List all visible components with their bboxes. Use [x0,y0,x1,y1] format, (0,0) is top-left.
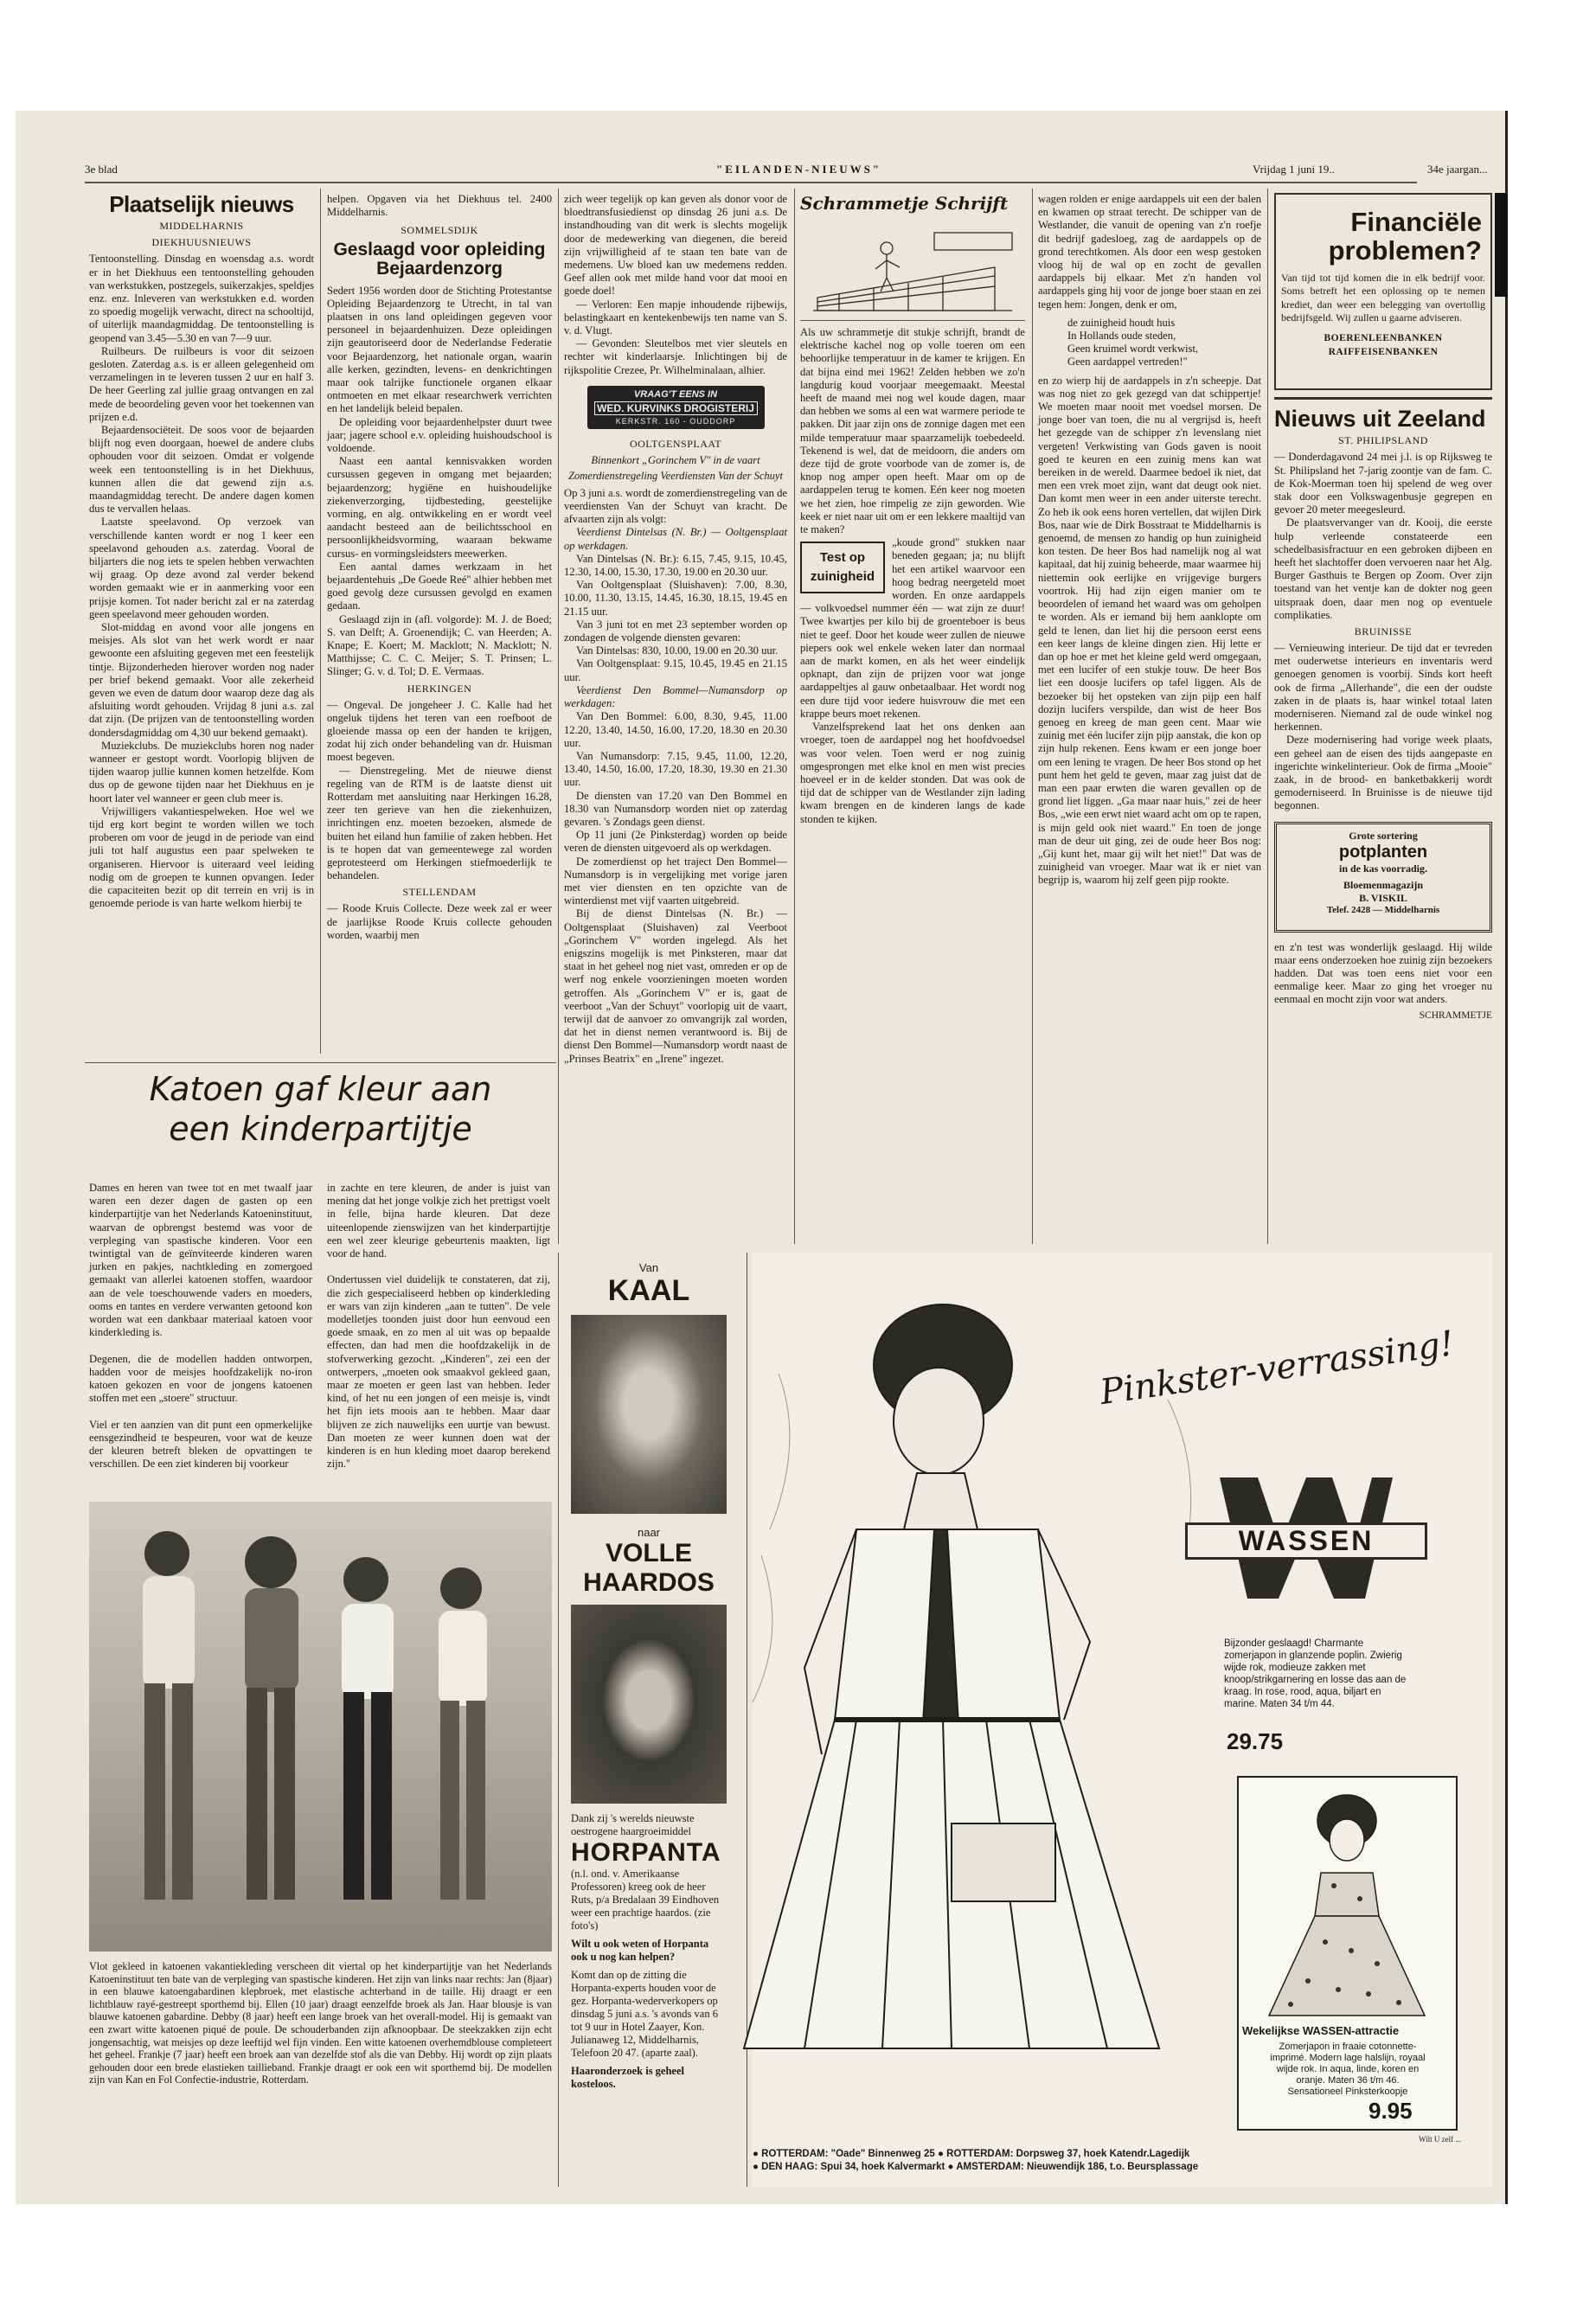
ad-line: Grote sortering [1349,829,1418,842]
article-katoen [89,1069,552,2086]
ad-horpanta [571,1253,727,2187]
ad-bank-name: RAIFFEISENBANKEN [1328,346,1439,357]
paragraph: Vanzelfsprekend laat het ons denken aan vroeger, toen de aardappel nog het hoofdvoedsel was voor velen. Toen werd er nog zuinig omgesprongen met elke knol en men wist precies hoeveel er in de kelder stonden. Dat was ook de tijd dat de schipper van de Westlander zijn lading kwam brengen en de kinderen langs de kade stonden te kijken. [800,721,1025,825]
paragraph: — Donderdagavond 24 mei j.l. is op Rijksweg te St. Philipsland het 7-jarig zoontje van de fam. C. de Kok-Moerman toen hij spelend de weg over stak door een Volkswagenbusje gegrepen en gevoer 20 meter meegesleurd. [1274,451,1492,516]
box-test-op-zuinigheid: Test op zuinigheid [800,542,885,593]
ad-text: naar [637,1526,661,1539]
subhead-gorinchem: Binnenkort „Gorinchem V" in de vaart [591,453,760,466]
fragment-black-block [1495,193,1508,297]
column-rule [1032,189,1033,1244]
headline-nieuws-uit-zeeland: Nieuws uit Zeeland [1274,406,1486,432]
rule [85,1062,556,1063]
masthead-rule [85,182,1417,183]
column-rule [558,189,559,1244]
ad-desc-1: Bijzonder geslaagd! Charmante zomerjapon in glanzende poplin. Zwierig wijde rok, modieuze zakken met knoop/strikgarnering en losse das aan de kraag. In rose, rood, aqua, biljart en marine. Maten 34 t/m 44. [1224,1638,1407,1709]
ad-product-box [1237,1776,1458,2131]
headline-katoen: Katoen gaf kleur aan een kinderpartijtje [149,1070,492,1148]
ad-line: Bloemenmagazijn [1343,878,1423,891]
paragraph: Van Ooltgensplaat: 9.15, 10.45, 19.45 en 21.15 uur. [564,657,787,683]
ad-kurvink-drogisterij [587,386,765,429]
column-rule [1267,189,1268,1244]
paragraph: en zo wierp hij de aardappels in z'n scheepje. Dat was nog niet zo gek gezegd van dat schippertje! We moeten maar nooit met voedsel morsen. De jonge boer van toen, die nu al vergrijsd is, heeft het gezegde van de schipper z'n levenslang niet vergeten! Verkwisting van Gods gaven is nooit goed te keuren en een zuinig mens kan wat bereiken in de wereld. Daarmee bedoel ik niet, dat men een vrek moet zijn, want dat deugt ook niet. Dan komt men weer in een ander uiterste terecht. Zo heb ik ook eens horen vertellen, dat wijlen Dirk Bos, naar wie de Dirk Bosstraat te Middelharnis is genoemd, de mensen zo handig op hun zuinigheid kon testen. De heer Bos had namelijk nog al wat kapitaal, dat hij zuinig beheerde, maar waarmee hij niettemin ook eerlijke en vrijgevige burgers voortrok. Hij had zijn eigen manier om te beoordelen of iemand het waard was om geholpen te worden. Als er iemand bij hem aanklopte om geld te lenen, dan liet hij die persoon eerst eens een keer langs de kleine dingen zien. Hij lette er dan op hoe er met het kleine geld werd omgegaan, met een lucifer of een stukje touw. De heer Bos liet een doosje lucifers op tafel liggen. Als de bezoeker bij het opsteken van zijn pijp een half dozijn lucifers verspilde, dan wist de heer Bos genoeg en kreeg de man geen cent. Maar wie zuinig met één lucifer zijn pijp aanstak, die kon op zijn hulp rekenen. Eens kwam er een jonge boer om een lening te vragen. De heer Bos stond op het punt hem het geld te geven, maar zag juist dat de man een paar erwten die waren gevallen op de grond liet liggen. „Ga maar naar huis," zei de heer Bos, „wie een erwt niet waard acht om op te rapen, is mijn geld ook niet waard." En toen de jonge man de deur uit ging, zei de oude heer Bos nog: „Gij kunt het, maar gij wilt het niet!" Dat was de zuinigheid van vroeger. Maar wat ik er niet van begrijp is, waarom hij zelf geen pijp rookte. [1038,374,1261,887]
paragraph: Sedert 1956 worden door de Stichting Protestantse Opleiding Bejaardenzorg te Utrecht, in tal van plaatsen in ons land opleidingen gegeven voor personeel in bejaardenhuizen. Deze opleidingen zijn geautoriseerd door de Nederlandse Federatie voor Bejaardenzorg, het nationale organ, waarin alle kerken, gezindten, levens- en denkrichtingen maar ook talrijke functionele organen elkaar ontmoeten en met elkaar researchwerk verrichten en het landelijk beleid bepalen. [327,284,552,415]
sub-sommelsdijk: SOMMELSDIJK [401,224,478,237]
issue-date: Vrijdag 1 juni 19.. [1253,163,1335,176]
cartoon-schrammetje [800,193,1025,321]
paragraph: Slot-middag en avond voor alle jongens en meisjes. Als slot van het werk wordt er naar gewoonte een afsluiting gegeven met een feestelijk tintje. Bijzonderheden hierover worden nog nader per brief bekend gemaakt. Voor alle zekerheid geven we even de datum door waarop deze dag als afsluiting wordt gehouden. Vrijdag 8 juni a.s. zal dat zijn. (De prijzen van de tentoonstelling worden dondersdagmiddag om 4,30 uur bekend gemaakt). [89,620,314,739]
article-herkingen [327,699,552,883]
paragraph: Vrijwilligers vakantiespelweken. Hoe wel we tijd erg kort begint te worden willen we toch proberen om voor de jeugd in de periode van eind juli tot half augustus een paar spelweken te organiseren. Hiervoor is uiteraard veel leiding nodig om de groepen te kunnen opvangen. Ieder die capaciteiten bezit op dit terrein en vrij is in genoemde periode is van harte welkom hierbij te [89,804,314,910]
column-schrammetje [800,193,1025,1240]
paragraph: Op 3 juni a.s. wordt de zomerdienstregeling van de veerdiensten Van der Schuyt van kracht. De afvaarten zijn als volgt: [564,486,787,526]
ad-viskil [1274,822,1492,933]
article-diekhuus [89,253,314,910]
katoen-col-b: in zachte en tere kleuren, de ander is juist van mening dat het jonge volkje zich het prettigst voelt in felle, bijna harde kleuren. Dat deze uiteenlopende zienswijzen van het kinderpartijtje een wel zeer kleurige gebeurtenis maakten, ligt voor de hand. Ondertussen viel duidelijk te constateren, dat zij, die zich gespecialiseerd hebben op kinderkleding er wars van zijn kinderen „aan te tutten". De vele modelletjes toonden juist door hun eenvoud een goede smaak, en zo men al uit was op bepaalde effecten, dan had men die hoofdzakelijk in de stofverwerking gezocht. „Kinderen", zei een der ontwerpers, „moeten ook smaakvol gekleed gaan, maar ze moeten er geen last van hebben. Ieder kind, of het nu een jongen of een meisje is, vindt het fijn iets moois aan te hebben. Maar daar blijven ze zich nauwelijks een uurtje van bewust. Dan moeten ze weer kunnen doen wat der kinderen is en hun kleding moet daarop berekend zijn." [327,1182,550,1471]
headline-bejaardenzorg: Geslaagd voor opleiding Bejaardenzorg [333,240,546,279]
article-schrammetje [800,326,1025,536]
ad-weekly-title: Wekelijkse WASSEN-attractie [1242,2024,1400,2037]
ad-price-1: 29.75 [1227,1728,1284,1754]
ad-text: Komt dan op de zitting die Horpanta-experts houden voor de gez. Horpanta-wederverkopers op dinsdag 5 juni a.s. 's avonds van 6 tot 9 uur in Hotel Zaayer, Kon. Julianaweg 12, Middelharnis, Telefoon 20 47. (aparte zaal). [571,1969,718,2059]
paragraph: — Roode Kruis Collecte. Deze week zal er weer de jaarlijkse Roode Kruis collecte gehouden worden, waarbij men [327,902,552,941]
ad-brand-horpanta: HORPANTA [571,1838,721,1867]
cartoon-title: Schrammetje Schrijft [800,193,1009,214]
paragraph: Ruilbeurs. De ruilbeurs is voor dit seizoen gesloten. Zaterdag a.s. is er alleen gelegenheid om verzamelingen in te leveren tussen 2 uur en half 3. De heer Geerling zal jullie graag ontvangen en zal mede de beoordeling geven voor het toekennen van prijzen e.d. [89,344,314,423]
ad-addresses [753,2148,1410,2174]
paragraph: Op 11 juni (2e Pinksterdag) worden op beide veren de diensten uitgevoerd als op werkdagen. [564,829,787,855]
paragraph: Als uw schrammetje dit stukje schrijft, brandt de elektrische kachel nog op volle toeren om een behoorlijke temperatuur in de kamer te krijgen. En dat bijna eind mei 1962! Zelden hebben we zo'n langdurig koud voorjaar meegemaakt. Meestal heeft de maand mei nog wel koude dagen, maar dan hebben we soms al een wat warmere periode te pakken. Dit jaar zijn ons de zonnige dagen met een milde temperatuur maar spaarzamelijk toebedeeld. Tekenend is wel, dat de meidoorn, die anders om deze tijd de grote voorbode van de zomer is, de knop nog amper open heeft. Maar om op de aardappelen terug te komen. Eén keer nog moeten we het zien, hoe rimpelig ze zijn geworden. Wie keek er niet naar uit om er een lekkere maaltijd van te maken? [800,326,1025,536]
ad-line: WED. KURVINKS DROGISTERIJ [594,401,758,415]
paragraph: Laatste speelavond. Op verzoek van verschillende kanten wordt er nog 1 keer een speelavond gehouden a.s. zaterdag. Vooral de biljarters die nog iets te spelen hebben verwachten wij graag. Op deze avond zal verder bekend worden gemaakt wie er in aanmerking voor een prijsje komen. Tot nader bericht zal er na zaterdag geen speelavond meer gehouden worden. [89,516,314,620]
ad-text: Haaronderzoek is geheel kosteloos. [571,2065,684,2090]
photo-caption: Vlot gekleed in katoenen vakantiekleding verscheen dit viertal op het kinderpartijtje van het Nederlands Katoeninstituut ten bate van de verpleging van spastische kinderen. Het zijn van links naar rechts: Jan (8jaar) in een blauwe katoengabardinen klepbroek, met elastische achterband in de taille. Hij draagt er een lichtblauw rayé-gestreept sporthemd bij. Ellen (10 jaar) draagt eenzelfde broek als Jan. Haar blousje is van blauwe katoenen gabardine. Debby (8 jaar) heeft een lange broek van het overall-model. Hij is gemaakt van een zwart witte katoenen piqué de poule. De schouderbanden zijn afknoopbaar. De steekzakken zijn echt jongensachtig, wat meisjes op deze leeftijd wel fijn vinden. Een witte katoenen overhemdblouse completeert het geheel. Frankje (7 jaar) heeft een broek aan van dezelfde stof als die van Debby. Hij wordt op zijn plaats gehouden door een brede elastieken taillieband. Frankje draagt er ook een wit sporthemd bij. De modellen zijn van Kan en Fol Confectie-industrie, Rotterdam. [89,1960,552,2086]
ad-line: Telef. 2428 — Middelharnis [1326,904,1440,915]
paragraph: en z'n test was wonderlijk geslaagd. Hij wilde maar eens onderzoeken hoe zuinig zijn bezoekers hadden. Dat was toen eens niet voor een eenmalige keer. Maar zo ging het vroeger nu eenmaal en mocht zijn voor wat anders. [1274,940,1492,1006]
sub-st-philipsland: ST. PHILIPSLAND [1338,434,1428,447]
paragraph: zich weer tegelijk op kan geven als donor voor de bloedtransfusiedienst op dinsdag 26 juni a.s. De instandhouding van dit werk is slechts mogelijk door de medewerking van diegenen, die bereid zijn vrijwilligheid af te staan ten bate van de medemens. Uw bloed kan uw medemens redden. Geef allen ook met milde hand voor dat mooi en goede doel! [564,193,787,298]
paragraph: „koude grond" stukken naar beneden gegaan; ja; nu blijft het een artikel waarvoor een hoog bedrag neergeteld moet worden. En onze aardappels — volkvoedsel nummer één — wat zijn ze duur! Twee kwartjes per kilo bij de groenteboer is beus niet te geef. Door het koude weer zullen de nieuwe piepers ook wel enkele weken later dan normaal aan de markt komen, en als het weer eindelijk opknapt, dan zijn de prijzen voor wat jonge aardappeltjes al gauw onbetaalbaar. Het wordt nog een dure tijd voor iedere huisvrouw die met een krappe beurs moet rekenen. [800,536,1025,720]
paragraph: Bij de dienst Dintelsas (N. Br.) — Ooltgensplaat (Sluishaven) zal Veerboot „Gorinchem V" worden ingelegd. Als het enigszins mogelijk is met Pinksteren, maar dat staat in het geheel nog niet vast, omreden er op de werf nog enkele voorzieningen moeten worden getroffen. Als „Gorinchem V" er is, gaat de veerboot „Van der Schuyt" voorlopig uit de vaart, terwijl dat de aanvoer zo omvangrijk zal worden, dat het in dienst nemen verantwoord is. Bij de dienst Den Bommel—Numansdorp wordt naast de „Prinses Beatrix" en „Irene" ingezet. [564,907,787,1065]
paragraph: Geslaagd zijn in (afl. volgorde): M. J. de Boed; S. van Delft; A. Groenendijk; C. van Heerden; A. Knape; E. Koert; M. Macklott; N. Macklott; N. Matthijsse; C. C. C. Meijer; S. T. Prinsen; L. Slinger; G. v. d. Tol; D. E. Vermaas. [327,612,552,678]
paragraph: Naast een aantal kennisvakken worden cursussen gegeven in omgang met bejaarden; bejaardenzorg; hygiëne en huishoudelijke ziekenverzorging, tijdbesteding, geestelijke vorming, en alg. ontwikkeling en er wordt veel aandacht besteed aan de beilichtsschool en persoonlijkheidsvorming, waaraan bekwame cursus- en vormingsleidsters meewerken. [327,455,552,560]
article-schrammetje-d [1038,375,1261,888]
ad-wassen [753,1253,1492,2187]
paragraph: Een aantal dames werkzaam in het bejaardentehuis „De Goede Reé" alhier hebben met goed gevolg deze cursussen gevolgd en examen gedaan. [327,560,552,612]
paragraph: Muziekclubs. De muziekclubs horen nog nader wanneer er gestopt wordt. Voorlopig blijven de tijden waarop jullie kunnen komen hetzelfde. Kom dus op de gewone tijden naar het Diekhuus en je hoort later vel wanneer er geen club meer is. [89,739,314,804]
paragraph: Veerdienst Dintelsas (N. Br.) — Ooltgensplaat op werkdagen. [564,526,787,552]
paragraph: Van Dintelsas (N. Br.): 6.15, 7.45, 9.15, 10.45, 12.30, 14.00, 15.30, 17.30, 19.00 en 20.30 uur. [564,552,787,579]
ad-note: Wilt U zelf ... [1419,2135,1462,2144]
sub-diekhuusnieuws: DIEKHUUSNIEUWS [151,236,252,249]
text-continuation: helpen. Opgaven via het Diekhuus tel. 2400 Middelharnis. [327,193,552,219]
paragraph: — Gevonden: Sleutelbos met vier sleutels en rechter wit kinderlaarsje. Inlichtingen bij de rijkspolitie Crezee, Pr. Wilhelminalaan, alhier. [564,337,787,376]
paragraph: De plaatsvervanger van dr. Kooij, die eerste hulp verleende constateerde een schedelbasisfractuur en een gebroken dijbeen en heeft het slachtoffer doen vervoeren naar het Alg. Burger Gasthuis te Bergen op Zoom. Over zijn toestand van het ventje kan de dokter nog geen uitspraak doen, daar men nog op eventuele complikaties. [1274,516,1492,621]
illustration-dress-2 [1239,1778,1455,2020]
wall-drawing [804,215,1021,319]
masthead [85,163,1488,180]
article-bruinisse [1274,642,1492,813]
article-schrammetje-c [1038,193,1261,311]
next-page-header: 34e jaargan... [1427,163,1488,176]
ad-headline-financiele-problemen: Financiële problemen? [1328,207,1482,266]
next-page-strip [1495,193,1508,2182]
sub-herkingen: HERKINGEN [407,682,472,695]
column-ooltgensplaat [564,193,787,1240]
article-st-philipsland [1274,451,1492,622]
ad-bank-name: BOERENLEENBANKEN [1324,332,1443,343]
ad-desc-2: Zomerjapon in fraaie cotonnette-imprimé. Modern lage halslijn, royaal wijde rok. In aqua, linde, koren en oranje. Maten 36 t/m 46. Sensationeel Pinksterkoopje [1270,2041,1426,2097]
poem: de zuinigheid houdt huis In Hollands oude steden, Geen kruimel wordt verkwist, Geen aardappel vertreden!" [1067,316,1199,369]
column-rule [794,189,795,1244]
paragraph: wagen rolden er enige aardappels uit een der balen en kwamen op straat terecht. De schipper van de Westlander, die vanuit de opening van z'n roefje dit bedrijf gadesloeg, zag de aardappels op de grond terechtkomen. Als door een wesp gestoken vloog hij de wal op en zocht de gevallen aardappels bij elkaar. Met z'n handen vol aardappels ging hij voor de jonge boer staan en zei tegen hem: Jongen, denk er om, [1038,193,1261,311]
ad-address-line: ● DEN HAAG: Spui 34, hoek Kalvermarkt ● AMSTERDAM: Nieuwendijk 186, t.o. Beursplassage [753,2162,1199,2172]
column-rule [320,189,321,1054]
newspaper-page [16,111,1508,2204]
article-stellendam [327,902,552,942]
column-sommelsdijk [327,193,552,1058]
page-number: 3e blad [85,163,118,176]
ad-text: Van [638,1261,659,1274]
column-rule [558,1253,559,2187]
paragraph: Van Ooltgensplaat (Sluishaven): 7.00, 8.30, 10.00, 11.30, 13.15, 14.45, 16.30, 18.15, 19.45 en 21.15 uur. [564,579,787,618]
paragraph: — Ongeval. De jongeheer J. C. Kalle had het ongeluk tijdens het teren van een roefboot de gloeiende massa op een der handen te krijgen, zodat hij zich onder behandeling van dr. Huisman moest begeven. [327,698,552,764]
subhead-zomerdienst: Zomerdienstregeling Veerdiensten Van der Schuyt [568,469,783,482]
column-zeeland [1274,193,1492,1248]
ad-script-pinkster: Pinkster-verrassing! [1097,1324,1457,1413]
sub-bruinisse: BRUINISSE [1354,625,1413,638]
ad-line: VRAAG'T EENS IN [633,388,718,400]
ad-line: in de kas voorradig. [1338,862,1427,875]
paragraph: De diensten van 17.20 van Den Bommel en 18.30 van Numansdorp worden niet op zaterdag gevaren. 's Zondags geen dienst. [564,789,787,828]
paragraph: Van Den Bommel: 6.00, 8.30, 9.45, 11.00 12.20, 13.40, 14.50, 16.00, 17.20, 18.30 en 20.30 uur. [564,710,787,749]
ad-headline-kaal: KAAL [607,1274,690,1307]
paragraph: Deze modernisering had vorige week plaats, een geheel aan de eisen des tijds aangepaste en ingerichte winkelinterieur. Ook de firma „Mooie" zaak, in de brood- en banketbakkerij wordt gemoderniseerd. In Bruinisse is de nieuwe tijd begonnen. [1274,734,1492,812]
sub-stellendam: STELLENDAM [402,886,477,899]
photo-children [89,1502,552,1952]
ad-line: B. VISKIL [1359,891,1407,904]
column-schrammetje-cont [1038,193,1261,1240]
ad-address-line: ● ROTTERDAM: "Oade" Binnenweg 25 ● ROTTERDAM: Dorpsweg 37, hoek Katendr.Lagedijk [753,2149,1190,2159]
paragraph: — Vernieuwing interieur. De tijd dat er tevreden met ouderwetse interieurs en inventaris werd genoegen genomen is voorbij. Sinds kort heeft ook de firma „Allerhande", die een der oudste zaken in de plaats is, haar winkel totaal laten moderniseren. Niemand zal de oude winkel nog herkennen. [1274,641,1492,734]
ad-boerenleenbank [1274,193,1492,390]
brand-wassen-label: WASSEN [1185,1522,1427,1560]
paragraph: Van Dintelsas: 830, 10.00, 19.00 en 20.30 uur. [576,644,779,657]
rule [1274,397,1492,400]
ad-text: Van tijd tot tijd komen die in elk bedrijf voor. Soms betreft het een oplossing op te nemen krediet, dan weer een belegging van overtollig bedrijfsgeld. Wij zullen u gaarne adviseren. [1281,272,1485,324]
column-plaatselijk [89,193,314,1058]
ad-text: Wilt u ook weten of Horpanta ook u nog kan helpen? [571,1938,709,1963]
paragraph: Bejaardensociëteit. De soos voor de bejaarden blijft nog even doorgaan, hoewel de andere clubs ophouden voor dit seizoen. Omdat er volgende week een tentoonstelling is in het Diekhuus, kunnen allen die dat gewend zijn a.s. maandagmiddag terecht. De andere dagen komen dus te vervallen helaas. [89,423,314,516]
paragraph: Veerdienst Den Bommel—Numansdorp op werkdagen: [564,683,787,710]
paragraph: — Dienstregeling. Met de nieuwe dienst regeling van de RTM is de laatste dienst uit Rotterdam met aansluiting naar Herkingen 16.28, zeer ten gerieve van hen die ziekenhuizen, inrichtingen enz. moeten bezoeken, alsmede de buiten het eiland hun familie of zaken hebben. Het is te hopen dat van gemeentewege zal worden geprotesteerd om Herkingen stiefmoederlijk te behandelen. [327,764,552,882]
ad-text: (n.l. ond. v. Amerikaanse Professoren) kreeg ook de heer Ruts, p/a Bredalaan 39 Eindhoven weer een prachtige haardos. (zie foto's) [571,1868,720,1932]
headline-plaatselijk-nieuws: Plaatselijk nieuws [109,191,294,217]
article-veerdiensten [564,487,787,1066]
paragraph: Van 3 juni tot en met 23 september worden op zondagen de volgende diensten gevaren: [564,618,787,644]
sub-ooltgensplaat: OOLTGENSPLAAT [629,437,722,450]
ad-headline-volle-haardos: VOLLE HAARDOS [583,1539,715,1597]
ad-line: KERKSTR. 160 - OUDDORP [615,416,736,426]
ad-price-2: 9.95 [1368,2098,1413,2124]
paragraph: De zomerdienst op het traject Den Bommel—Numansdorp is in vergelijking met vorige jaren met vier diensten en ten opzichte van de winterdienst met vijf vaarten uitgebreid. [564,855,787,907]
ad-text: Dank zij 's werelds nieuwste oestrogene haargroeimiddel [571,1812,695,1837]
paper-name: "EILANDEN-NIEUWS" [716,163,882,176]
paragraph: Van Numansdorp: 7.15, 9.45, 11.00, 12.20, 13.40, 14.50, 16.00, 17.20, 18.30, 19.30 en 21.30 uur. [564,749,787,789]
children-figures [89,1502,552,1952]
ad-brand-wassen [1185,1477,1436,1599]
paragraph: Tentoonstelling. Dinsdag en woensdag a.s. wordt er in het Diekhuus een tentoonstelling gehouden van werkstukken, postzegels, suikerzakjes, speldjes enz. enz. Inleveren van werkstukken e.d. worden zo spoedig mogelijk verwacht, direct na schooltijd, of uiterlijk maandagmiddag. De tentoonstelling is geopend van 3.45—5.30 en van 7—9 uur. [89,253,314,344]
ad-line: potplanten [1338,842,1428,862]
signature: SCHRAMMETJE [1419,1009,1492,1021]
photo-after [571,1605,727,1804]
sub-middelharnis: MIDDELHARNIS [159,220,244,233]
katoen-col-a: Dames en heren van twee tot en met twaalf jaar waren een dezer dagen de gasten op een kinderpartijtje van het Nederlands Katoeninstituut, waarvan de opbrengst bestemd was voor de verpleging van spastische kinderen. Voor een twintigtal van de geïnviteerde kinderen waren jurken en pakjes, nachtkleding en zomergoed gemaakt van allerlei katoenen stoffen, waardoor aan de vele toeschouwende vaders en moeders, ooms en tantes en verdere verwanten getoond kon worden wat een dankbaar materiaal katoen voor kinderkleding is. Degenen, die de modellen hadden ontworpen, hadden voor de meisjes hoofdzakelijk no-iron katoen gekozen en voor de jongens katoenen stoffen met een „stoere" structuur. Viel er ten aanzien van dit punt een opmerkelijke eensgezindheid te bespeuren, voor wat de keuze der kleuren betreft bleken de opvattingen te verschillen. De een ziet kinderen bij voorkeur [89,1182,312,1471]
photo-before [571,1315,727,1514]
article-stellendam-cont [564,193,787,377]
paragraph: De opleiding voor bejaardenhelpster duurt twee jaar; jagere school e.v. opleiding huishoudschool is voldoende. [327,415,552,454]
article-schrammetje-end [1274,941,1492,1007]
article-bejaardenzorg [327,285,552,679]
paragraph: — Verloren: Een mapje inhoudende rijbewijs, belastingkaart en kentekenbewijs ten name van S. v. d. Vlugt. [564,298,787,337]
